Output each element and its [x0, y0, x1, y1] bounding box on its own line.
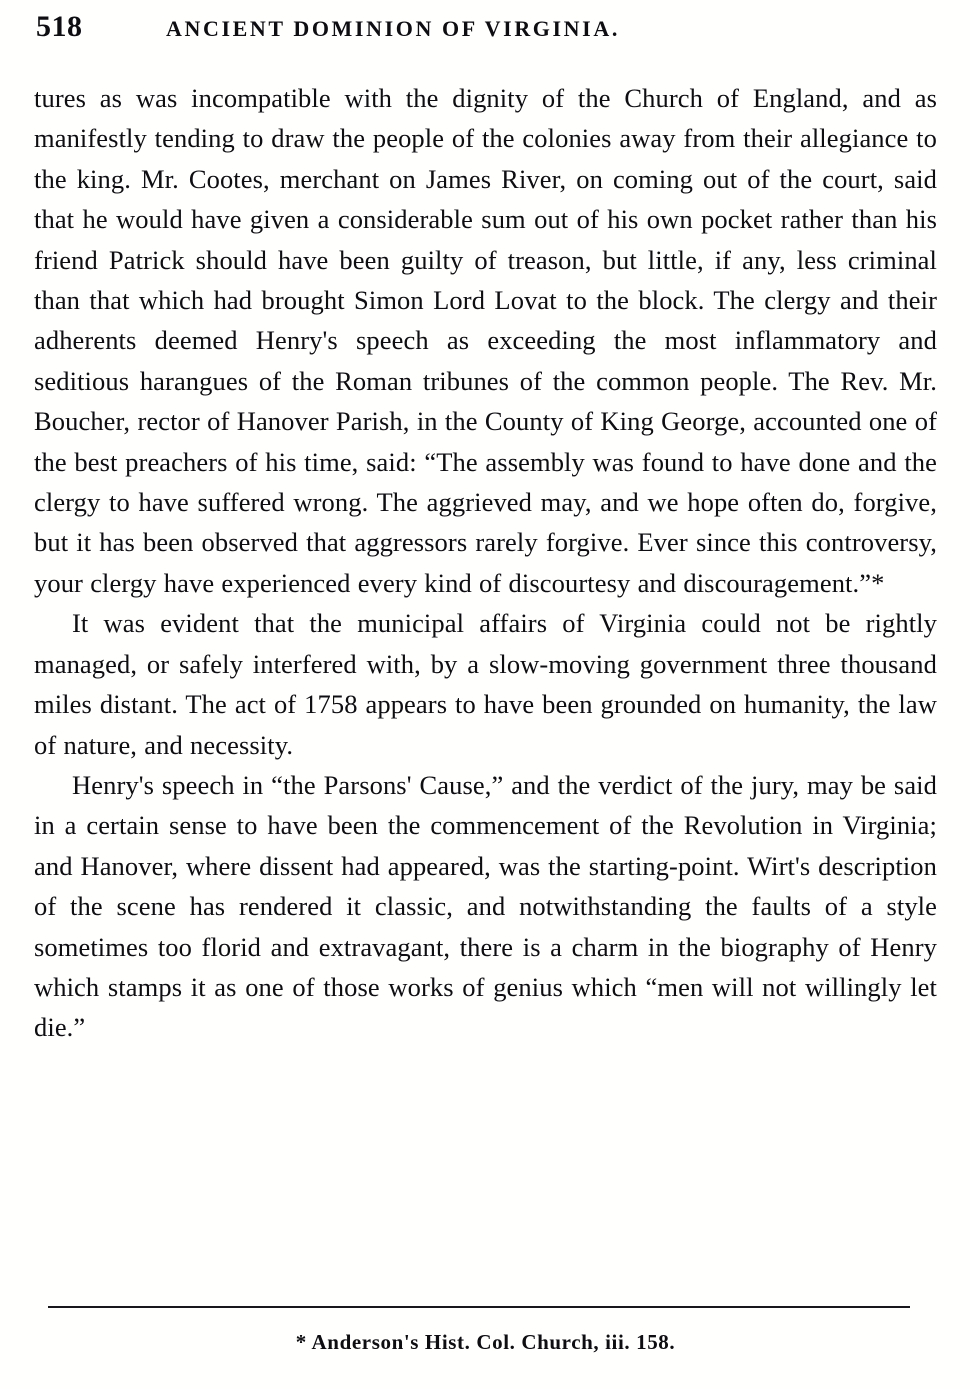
paragraph: It was evident that the municipal affairs of Virginia could not be rightly managed, or safely interfered with, by a slow-moving government three thousand miles distant. The act of 1758 appears to have been grounded on humanity, the law of nature, and necessity. — [34, 608, 937, 760]
footnote: * Anderson's Hist. Col. Church, iii. 158. — [295, 1330, 676, 1354]
running-head: ANCIENT DOMINION OF VIRGINIA. — [166, 16, 620, 41]
page-header — [36, 10, 933, 50]
paragraph: Henry's speech in “the Parsons' Cause,” and the verdict of the jury, may be said in a certain sense to have been the commencement of the Revolution in Virginia; and Hanover, where dissent had appeared, was the starting-point. Wirt's description of the scene has rendered it classic, and notwithstanding the faults of a style sometimes too florid and extravagant, there is a charm in the biography of Henry which stamps it as one of those works of genius which “men will not willingly let die.” — [34, 769, 937, 1043]
footnote-divider — [48, 1306, 910, 1308]
page-number: 518 — [36, 10, 83, 43]
paragraph-continuation: tures as was incompatible with the dignity of the Church of England, and as manifestly tending to draw the people of the colonies away from their allegiance to the king. Mr. Cootes, merchant on James River, on coming out of the court, said that he would have given a considerable sum out of his own pocket rather than his friend Patrick should have been guilty of treason, but little, if any, less criminal than that which had brought Simon Lord Lovat to the block. The clergy and their adherents deemed Henry's speech as exceeding the most inflammatory and seditious harangues of the Roman tribunes of the common people. The Rev. Mr. Boucher, rector of Hanover Parish, in the County of King George, accounted one of the best preachers of his time, said: “The assembly was found to have done and the clergy to have suffered wrong. The aggrieved may, and we hope often do, forgive, but it has been observed that aggressors rarely forgive. Ever since this controversy, your clergy have experienced every kind of discourtesy and discouragement.”* — [34, 83, 937, 598]
page-body — [34, 78, 937, 1048]
